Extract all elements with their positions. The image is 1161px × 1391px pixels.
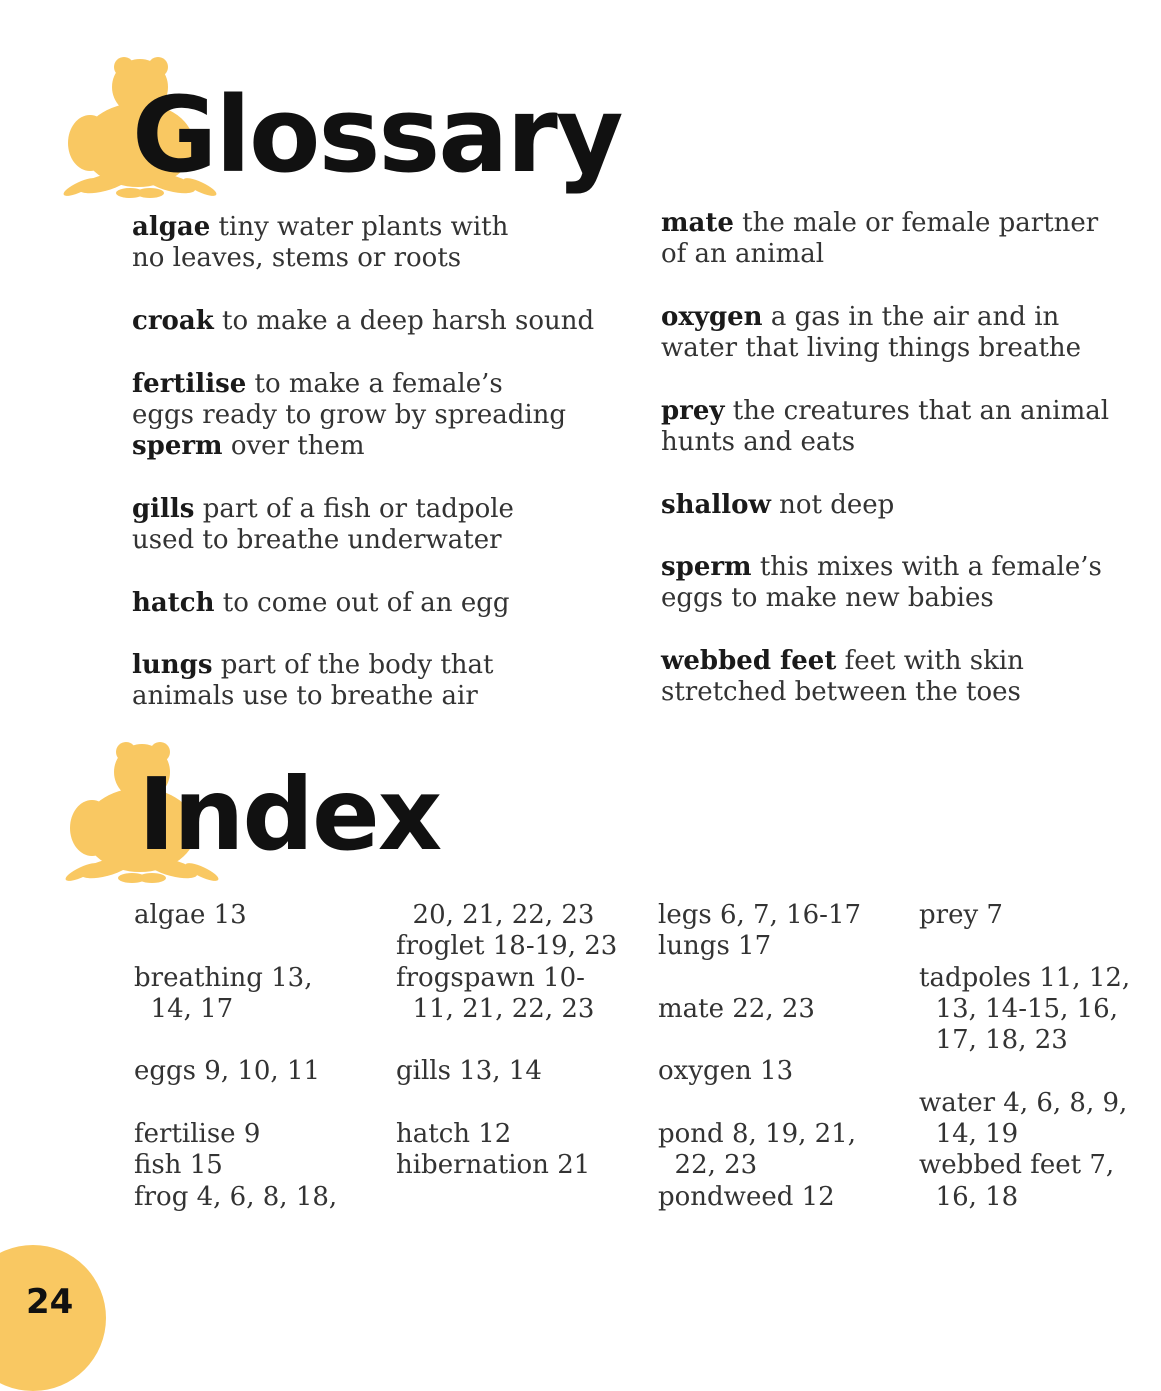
glossary-heading: Glossary (132, 74, 622, 196)
glossary-definition: the male or female partner of an animal (661, 208, 1099, 269)
index-line: webbed feet 7, (919, 1150, 1115, 1181)
glossary-entry (661, 302, 1161, 364)
index-line: frogspawn 10- (396, 962, 585, 993)
glossary-definition: to make a female’s eggs ready to grow by spreading (132, 369, 567, 430)
index-line: frog 4, 6, 8, 18, (134, 1181, 338, 1212)
glossary-term: lungs (132, 650, 213, 680)
index-line: 17, 18, 23 (919, 1025, 1068, 1056)
index-line: pond 8, 19, 21, (658, 1119, 856, 1150)
glossary-term: hatch (132, 588, 215, 618)
page-number: 24 (26, 1282, 74, 1322)
glossary-entry (132, 369, 632, 462)
glossary-entry (132, 650, 632, 712)
glossary-entry (132, 588, 632, 619)
index-line: oxygen 13 (658, 1056, 794, 1087)
index-line: gills 13, 14 (396, 1056, 542, 1087)
glossary-term: algae (132, 212, 211, 242)
glossary-definition: tiny water plants with no leaves, stems or roots (132, 212, 509, 273)
index-line (134, 1088, 384, 1119)
glossary-definition: to come out of an egg (214, 588, 510, 618)
glossary-definition: part of the body that animals use to breathe air (132, 650, 494, 711)
index-column-2 (396, 900, 646, 1182)
glossary-definition: this mixes with a female’s eggs to make new babies (661, 552, 1102, 613)
glossary-term: gills (132, 494, 195, 524)
glossary-term: prey (661, 396, 725, 426)
index-line: 11, 21, 22, 23 (396, 993, 595, 1024)
index-column-1 (134, 900, 384, 1213)
index-heading: Index (138, 756, 441, 873)
glossary-term: webbed feet (661, 646, 837, 676)
glossary-definition: to make a deep harsh sound (213, 306, 595, 336)
index-line (658, 963, 908, 994)
glossary-definition: not deep (770, 490, 895, 520)
glossary-definition: over them (222, 431, 365, 461)
index-line: eggs 9, 10, 11 (134, 1056, 321, 1087)
index-column-3 (658, 900, 908, 1213)
glossary-definition: part of a fish or tadpole used to breathe underwater (132, 494, 514, 555)
index-line: froglet 18-19, 23 (396, 931, 618, 962)
index-line: prey 7 (919, 900, 1003, 930)
index-line (658, 1025, 908, 1056)
index-line (396, 1025, 646, 1056)
index-line (919, 1056, 1161, 1087)
glossary-term: mate (661, 208, 734, 238)
glossary-term: sperm (132, 431, 223, 461)
glossary-definition: feet with skin stretched between the toes (661, 646, 1024, 707)
index-line: 13, 14-15, 16, (919, 993, 1118, 1024)
glossary-entry (661, 552, 1161, 614)
index-line (134, 1025, 384, 1056)
index-line (134, 931, 384, 962)
glossary-entry (132, 212, 632, 274)
index-line: pondweed 12 (658, 1181, 835, 1212)
glossary-entry (661, 396, 1161, 458)
glossary-definition: the creatures that an animal hunts and eats (661, 396, 1110, 457)
glossary-term: oxygen (661, 302, 763, 332)
index-line: 14, 17 (134, 993, 234, 1024)
index-line: 20, 21, 22, 23 (396, 900, 595, 930)
index-line: tadpoles 11, 12, (919, 962, 1131, 993)
index-line (396, 1088, 646, 1119)
index-line: 16, 18 (919, 1181, 1019, 1212)
glossary-entry (661, 490, 1161, 521)
glossary-term: shallow (661, 490, 771, 520)
index-line: legs 6, 7, 16-17 (658, 900, 862, 930)
index-line: algae 13 (134, 900, 247, 930)
glossary-term: croak (132, 306, 214, 336)
glossary-term: fertilise (132, 369, 247, 399)
index-line: 14, 19 (919, 1119, 1019, 1150)
index-line: fertilise 9 (134, 1119, 261, 1150)
index-line: water 4, 6, 8, 9, (919, 1087, 1128, 1118)
index-line: lungs 17 (658, 931, 772, 962)
index-line: 22, 23 (658, 1150, 758, 1181)
index-column-4 (919, 900, 1161, 1213)
index-line: breathing 13, (134, 962, 313, 993)
glossary-entry (661, 646, 1161, 708)
glossary-term: sperm (661, 552, 752, 582)
glossary-entry (132, 494, 632, 556)
glossary-definition: a gas in the air and in water that living things breathe (661, 302, 1082, 363)
index-line: fish 15 (134, 1150, 223, 1181)
index-line: hatch 12 (396, 1119, 512, 1150)
glossary-entry (661, 208, 1161, 270)
index-line: mate 22, 23 (658, 993, 815, 1024)
glossary-entry (132, 306, 632, 337)
index-line (658, 1088, 908, 1119)
index-line: hibernation 21 (396, 1150, 591, 1181)
index-line (919, 931, 1161, 962)
